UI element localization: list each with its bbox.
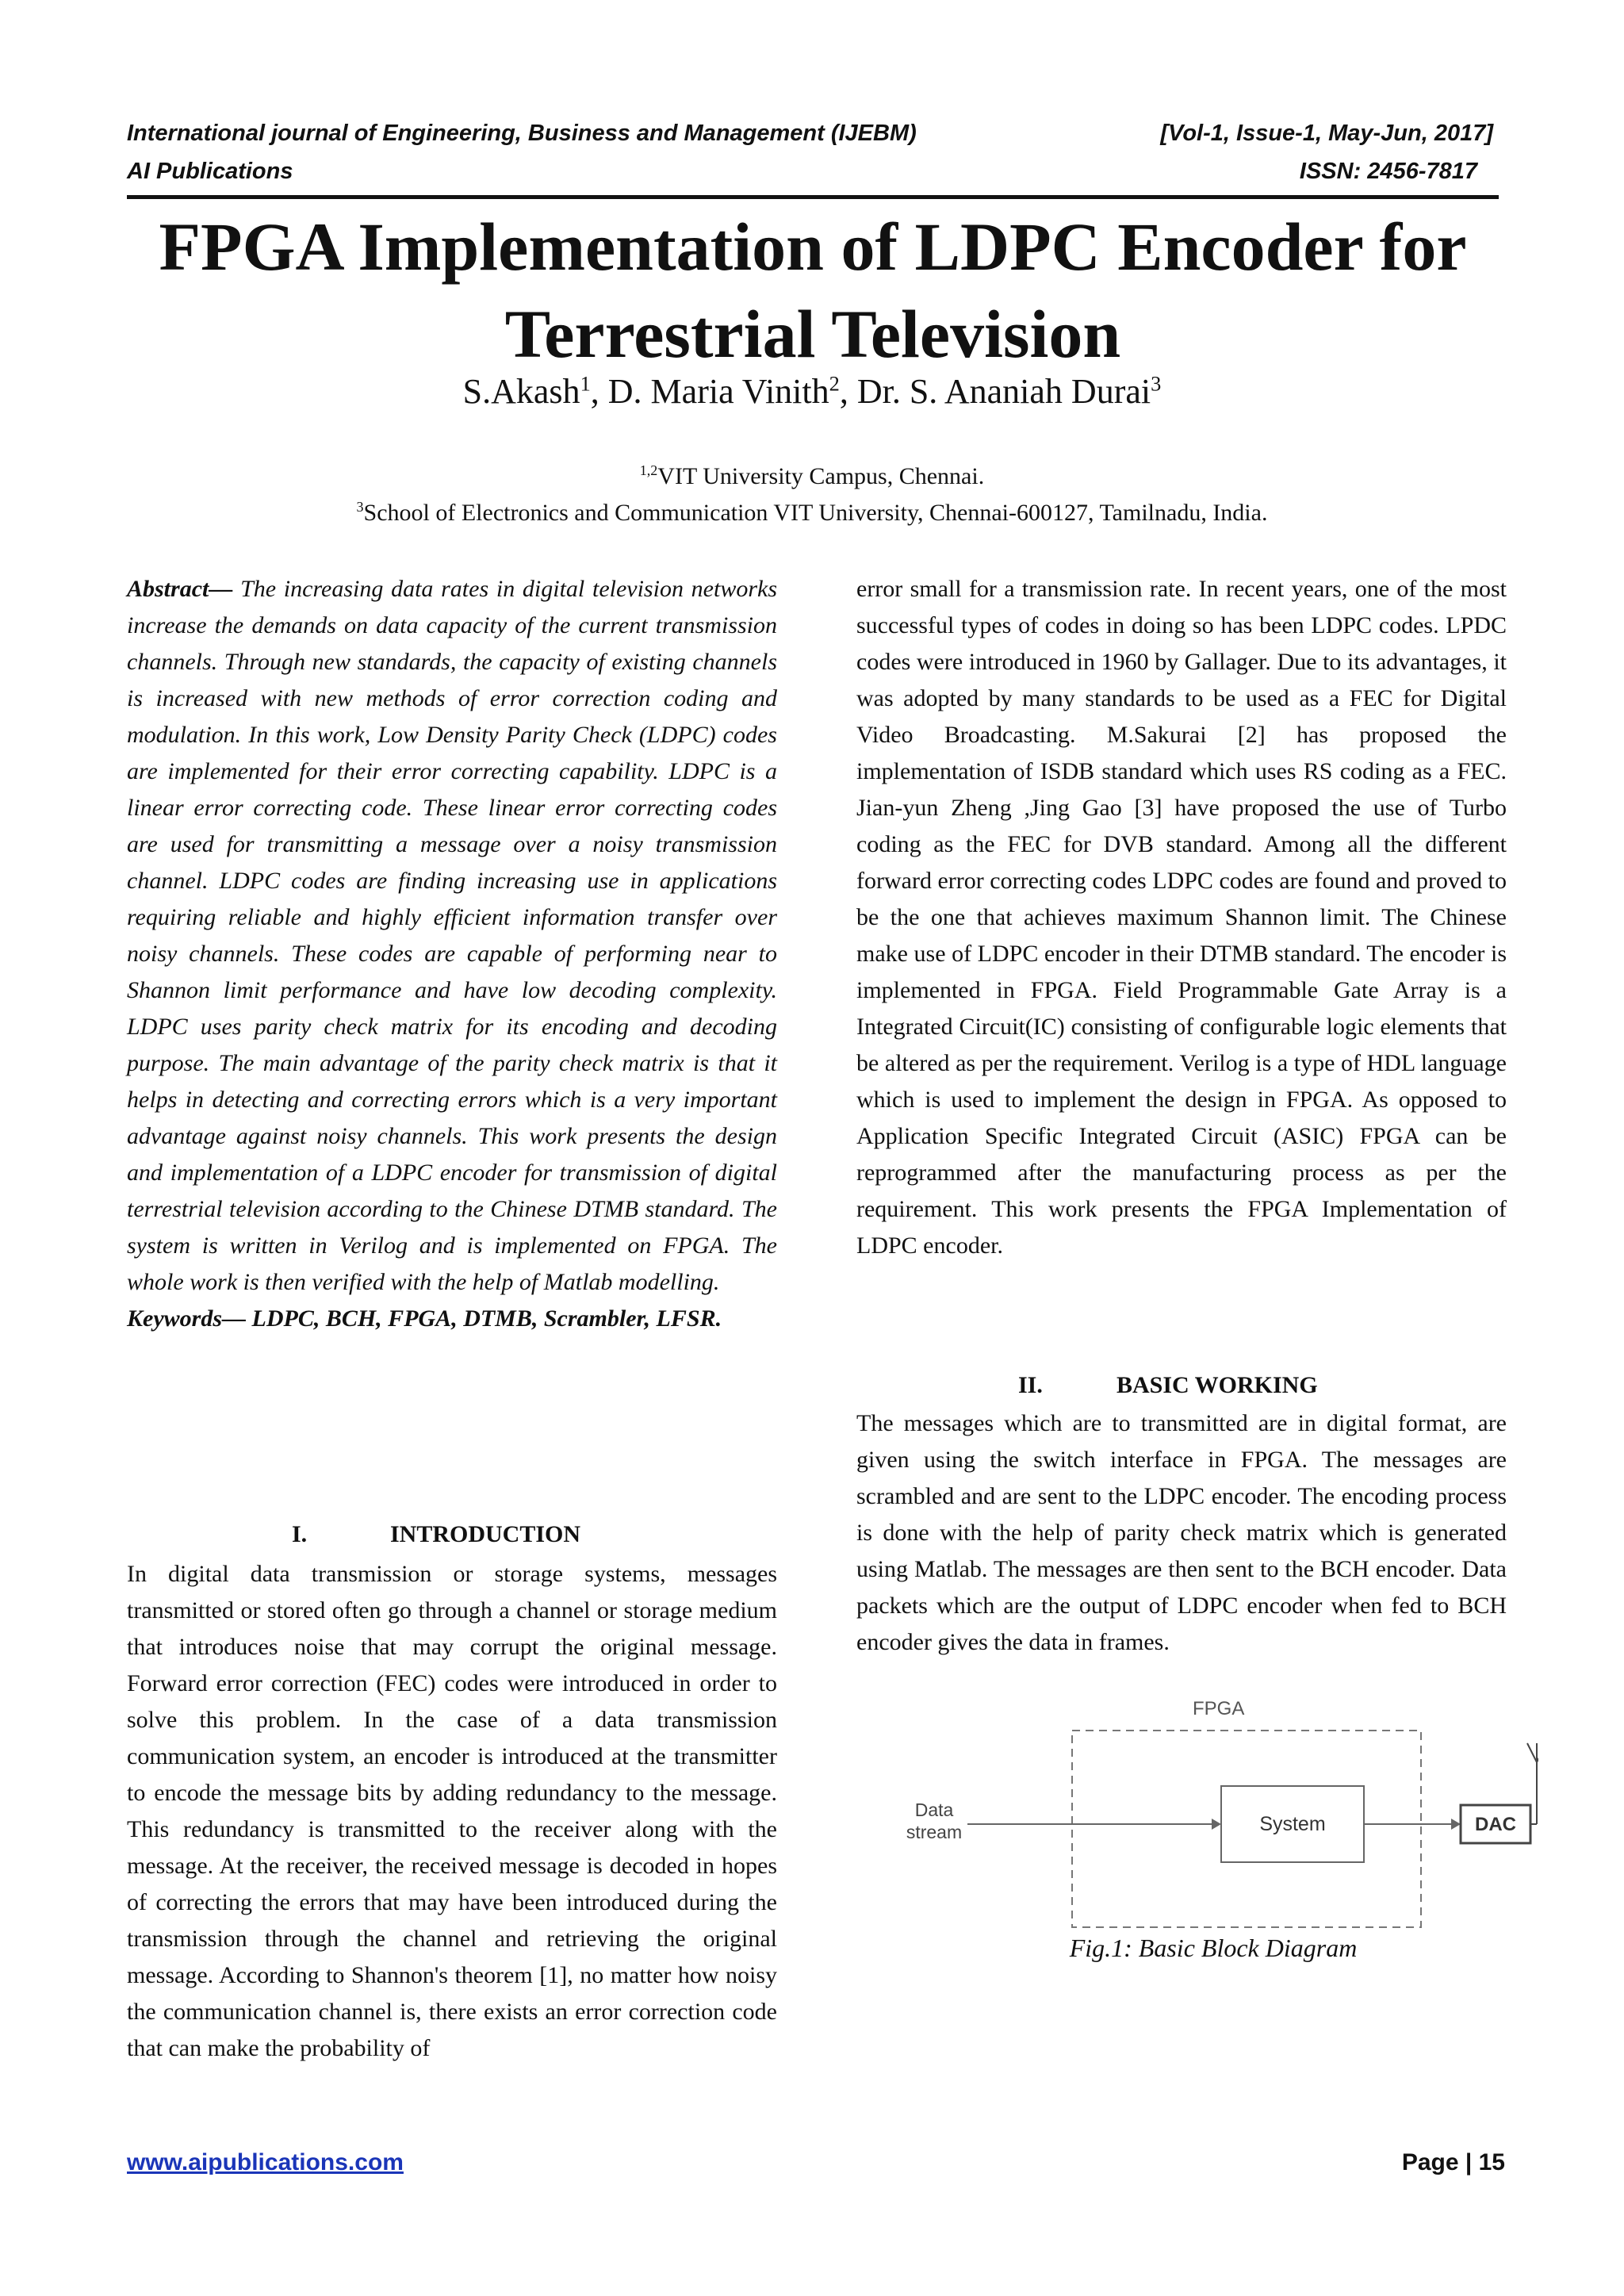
author-1: S.Akash: [462, 372, 580, 411]
input-label-line-1: Data: [914, 1800, 954, 1820]
output-arrowhead: [1451, 1819, 1461, 1830]
section-2-number: II.: [1018, 1372, 1043, 1398]
fpga-label: FPGA: [1193, 1698, 1245, 1719]
section-1-title: INTRODUCTION: [390, 1521, 581, 1547]
section-1-number: I.: [292, 1521, 308, 1547]
abstract-label: Abstract—: [127, 576, 233, 602]
system-label: System: [1259, 1813, 1326, 1835]
abstract-block: [127, 571, 777, 1337]
keywords: Keywords— LDPC, BCH, FPGA, DTMB, Scrambler, LFSR.: [127, 1305, 722, 1332]
author-2: D. Maria Vinith: [607, 372, 829, 411]
page-number: Page | 15: [1401, 2149, 1505, 2175]
publisher-website-link[interactable]: www.aipublications.com: [127, 2149, 404, 2175]
title-line-1: FPGA Implementation of LDPC Encoder for: [159, 209, 1467, 285]
paper-title: [79, 203, 1546, 378]
dac-label: DAC: [1475, 1814, 1516, 1835]
antenna-icon: [1527, 1743, 1538, 1762]
input-arrowhead: [1212, 1819, 1221, 1830]
abstract-text: The increasing data rates in digital television networks increase the demands on data capacity of the current transmission channels. Through new standards, the capacity of existing channels is increased with new methods of error correction coding and modulation. In this work, Low Density Parity Check (LDPC) codes are implemented for their error correcting capability. LDPC is a linear error correcting code. These linear error correcting codes are used for transmitting a message over a noisy transmission channel. LDPC codes are finding increasing use in applications requiring reliable and highly efficient information transfer over noisy channels. These codes are capable of performing near to Shannon limit performance and have low decoding complexity. LDPC uses parity check matrix for its encoding and decoding purpose. The main advantage of the parity check matrix is that it helps in detecting and correcting errors which is a very important advantage against noisy channels. This work presents the design and implementation of a LDPC encoder for transmission of digital terrestrial television according to the Chinese DTMB standard. The system is written in Verilog and is implemented on FPGA. The whole work is then verified with the help of Matlab modelling.: [127, 576, 777, 1295]
affiliation-1: $^{1,2}$VIT University Campus, Chennai.: [639, 462, 985, 489]
introduction-continued: error small for a transmission rate. In recent years, one of the most successful types of codes in doing so has been LDPC codes. LPDC codes were introduced in 1960 by Gallager. Due to its advantages, it was adopted by many standards to be used as a FEC for Digital Video Broadcasting. M.Sakurai [2] has proposed the implementation of ISDB standard which uses RS coding as a FEC. Jian-yun Zheng ,Jing Gao [3] have proposed the use of Turbo coding as the FEC for DVB standard. Among all the different forward error correcting codes LDPC codes are found and proved to be the one that achieves maximum Shannon limit. The Chinese make use of LDPC encoder in their DTMB standard. The encoder is implemented in FPGA. Field Programmable Gate Array is a Integrated Circuit(IC) consisting of configurable logic elements that be altered as per the requirement. Verilog is a type of HDL language which is used to implement the design in FPGA. As opposed to Application Specific Integrated Circuit (ASIC) FPGA can be reprogrammed after the manufacturing process as per the requirement. This work presents the FPGA Implementation of LDPC encoder.: [856, 576, 1507, 1259]
publisher-name: AI Publications: [127, 159, 293, 184]
journal-name: International journal of Engineering, Business and Management (IJEBM): [127, 121, 917, 146]
section-2-title: BASIC WORKING: [1116, 1372, 1318, 1398]
block-diagram: [888, 1697, 1538, 1959]
abstract: [127, 571, 777, 1301]
author-3: Dr. S. Ananiah Durai: [856, 372, 1151, 411]
figure-caption: Fig.1: Basic Block Diagram: [1069, 1934, 1358, 1962]
header-rule: [127, 195, 1499, 199]
affiliation-2: $^3$School of Electronics and Communication VIT University, Chennai-600127, Tamilnadu, India.: [356, 499, 1268, 526]
basic-working-text: The messages which are to transmitted are in digital format, are given using the switch interface in FPGA. The messages are scrambled and are sent to the LDPC encoder. The encoding process is done with the help of parity check matrix which is generated using Matlab. The messages are then sent to the BCH encoder. Data packets which are the output of LDPC encoder when fed to BCH encoder gives the data in frames.: [856, 1410, 1507, 1655]
volume-info: [Vol-1, Issue-1, May-Jun, 2017]: [1160, 121, 1493, 146]
issn: ISSN: 2456-7817: [1299, 159, 1477, 184]
author-list: S.Akash$^1$, D. Maria Vinith$^2$, Dr. S. Ananiah Durai$^3$: [462, 371, 1162, 411]
introduction-text: In digital data transmission or storage systems, messages transmitted or stored often go through a channel or storage medium that introduces noise that may corrupt the original message. Forward error correction (FEC) codes were introduced in order to solve this problem. In the case of a data transmission communication system, an encoder is introduced at the transmitter to encode the message bits by adding redundancy to the message. This redundancy is transmitted to the receiver along with the message. At the receiver, the received message is decoded in hopes of correcting the errors that may have been introduced during the transmission through the channel and retrieving the original message. According to Shannon's theorem [1], no matter how noisy the communication channel is, there exists an error correction code that can make the probability of: [127, 1561, 777, 2061]
title-line-2: Terrestrial Television: [504, 296, 1121, 372]
input-label-line-2: stream: [906, 1822, 963, 1842]
